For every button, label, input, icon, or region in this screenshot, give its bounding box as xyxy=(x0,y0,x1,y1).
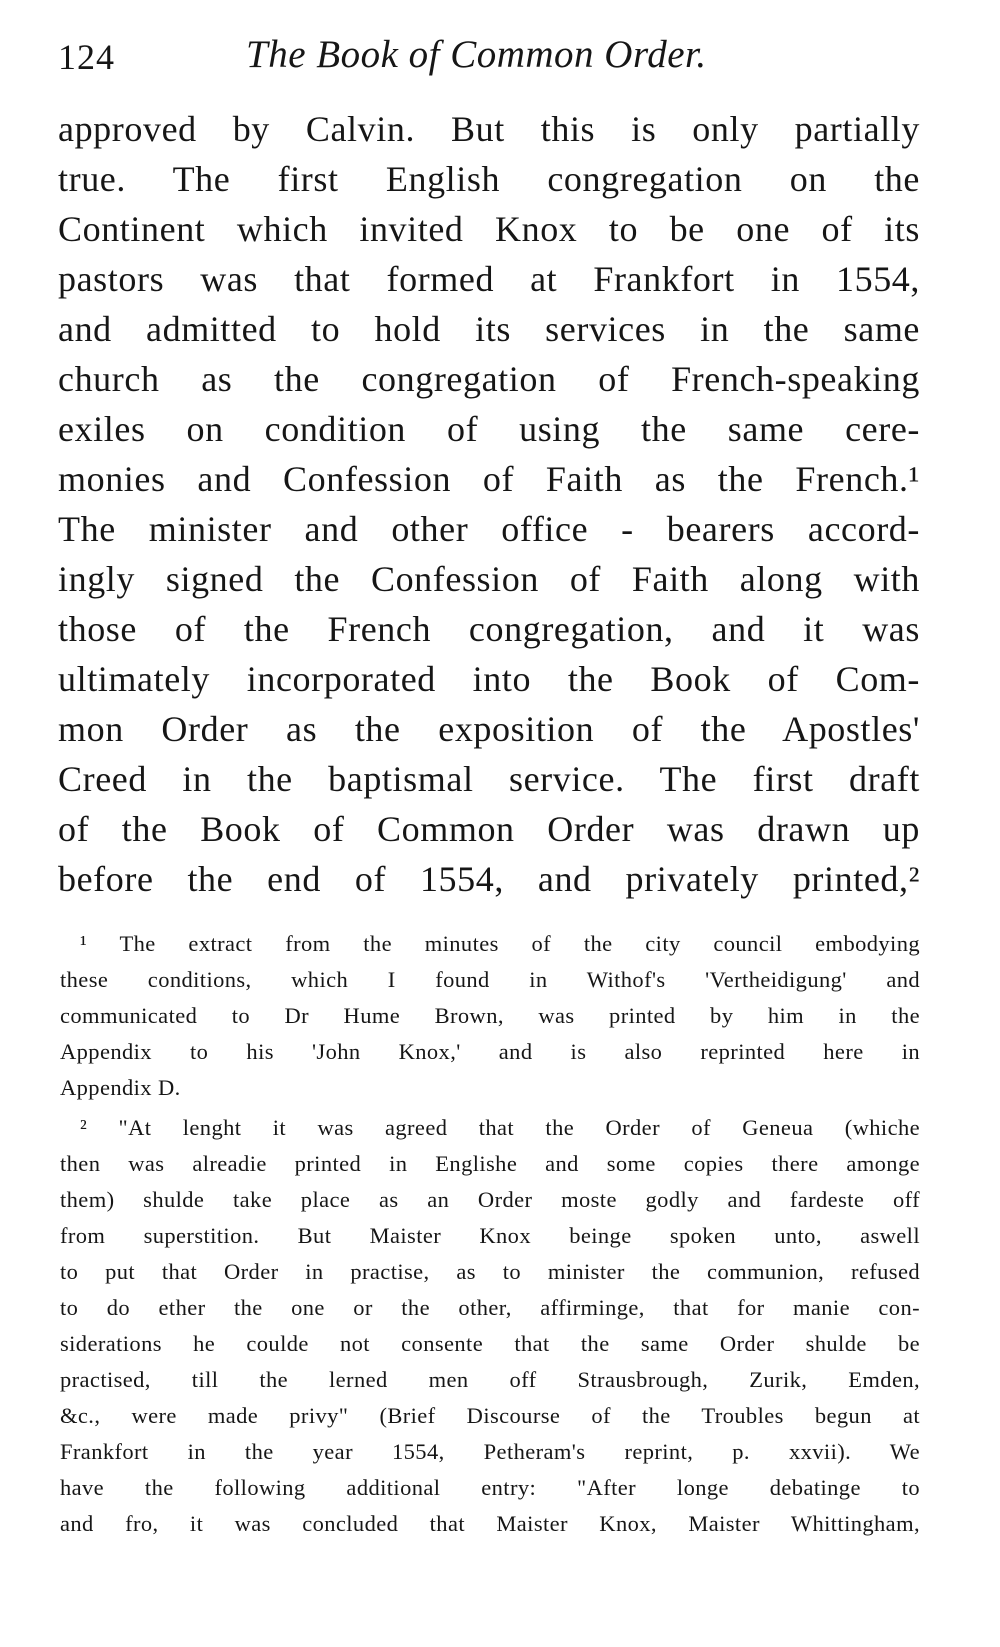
footnote-line: communicated to Dr Hume Brown, was printed by him in the xyxy=(60,1003,920,1028)
footnote-line: practised, till the lerned men off Strausbrough, Zurik, Emden, xyxy=(60,1367,920,1392)
footnote-1 xyxy=(60,926,920,1106)
footnote-line: them) shulde take place as an Order moste godly and fardeste off xyxy=(60,1187,920,1212)
footnote-line: these conditions, which I found in Withof's 'Vertheidigung' and xyxy=(60,967,920,992)
body-line: those of the French congregation, and it was xyxy=(58,609,920,649)
footnote-line: &c., were made privy" (Brief Discourse of the Troubles begun at xyxy=(60,1403,920,1428)
footnote-line: Appendix to his 'John Knox,' and is also reprinted here in xyxy=(60,1039,920,1064)
body-line: ultimately incorporated into the Book of Com- xyxy=(58,659,920,699)
body-line: ingly signed the Confession of Faith along with xyxy=(58,559,920,599)
body-line: approved by Calvin. But this is only partially xyxy=(58,109,920,149)
footnote-line: then was alreadie printed in Englishe and some copies there amonge xyxy=(60,1151,920,1176)
body-line: pastors was that formed at Frankfort in 1554, xyxy=(58,259,920,299)
body-line: monies and Confession of Faith as the French.¹ xyxy=(58,459,920,499)
footnote-line: siderations he coulde not consente that the same Order shulde be xyxy=(60,1331,920,1356)
footnotes xyxy=(60,926,920,1542)
page-number: 124 xyxy=(58,37,115,77)
footnote-line: have the following additional entry: "After longe debatinge to xyxy=(60,1475,920,1500)
body-line: and admitted to hold its services in the same xyxy=(58,309,920,349)
footnote-line: and fro, it was concluded that Maister Knox, Maister Whittingham, xyxy=(60,1511,920,1536)
body-line: true. The first English congregation on the xyxy=(58,159,920,199)
body-line: Creed in the baptismal service. The first draft xyxy=(58,759,920,799)
running-title: The Book of Common Order. xyxy=(246,33,707,76)
footnote-line: ² "At lenght it was agreed that the Order of Geneua (whiche xyxy=(80,1115,920,1140)
footnote-line: Frankfort in the year 1554, Petheram's reprint, p. xxvii). We xyxy=(60,1439,920,1464)
body-line: before the end of 1554, and privately printed,² xyxy=(58,859,920,899)
footnote-line: to do ether the one or the other, affirminge, that for manie con- xyxy=(60,1295,920,1320)
body-line: Continent which invited Knox to be one of its xyxy=(58,209,920,249)
main-text xyxy=(58,104,920,904)
footnote-2 xyxy=(60,1110,920,1542)
running-header xyxy=(58,26,918,86)
body-line: church as the congregation of French-speaking xyxy=(58,359,920,399)
footnote-line: ¹ The extract from the minutes of the city council embodying xyxy=(80,931,920,956)
body-line: of the Book of Common Order was drawn up xyxy=(58,809,920,849)
body-line: mon Order as the exposition of the Apostles' xyxy=(58,709,920,749)
footnote-line: from superstition. But Maister Knox beinge spoken unto, aswell xyxy=(60,1223,920,1248)
footnote-line: Appendix D. xyxy=(60,1075,181,1100)
body-line: The minister and other office - bearers accord- xyxy=(58,509,920,549)
footnote-line: to put that Order in practise, as to minister the communion, refused xyxy=(60,1259,920,1284)
body-line: exiles on condition of using the same cere- xyxy=(58,409,920,449)
